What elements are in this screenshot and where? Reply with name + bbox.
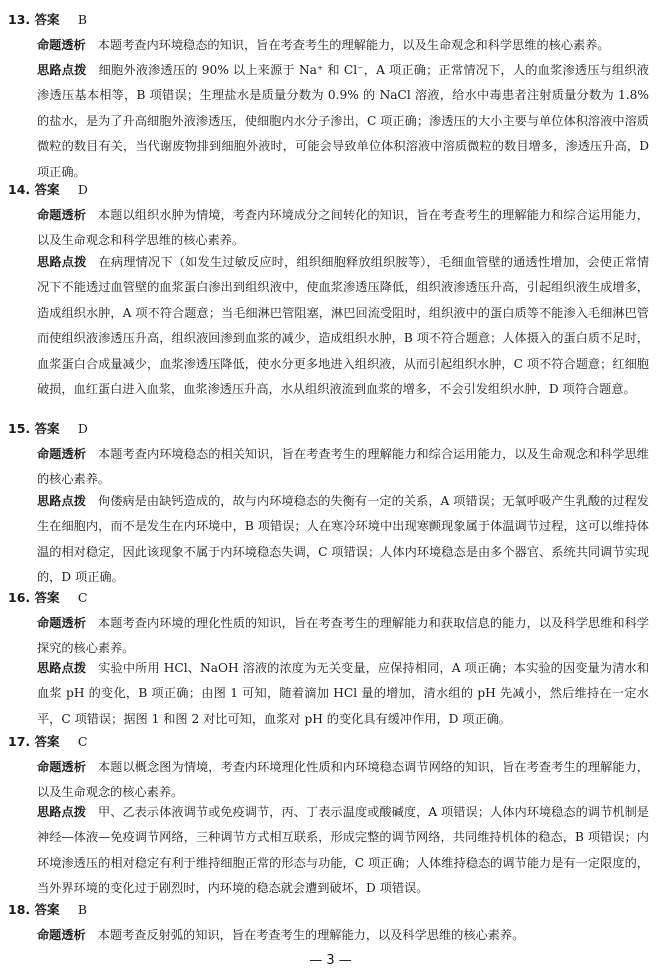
answer-value: C xyxy=(77,590,88,605)
explain-label: 思路点拨 xyxy=(37,63,87,77)
analysis-block xyxy=(37,33,649,58)
answer-value: B xyxy=(77,902,88,917)
answer-line xyxy=(8,902,87,918)
answer-label: 答案 xyxy=(34,734,60,749)
answer-label: 答案 xyxy=(34,590,60,605)
answer-line xyxy=(8,590,87,606)
analysis-text: 本题考查内环境稳态的知识，旨在考查考生的理解能力，以及生命观念和科学思维的核心素养。 xyxy=(97,38,610,52)
explain-text: 在病理情况下（如发生过敏反应时，组织细胞释放组织胺等），毛细血管壁的通透性增加，会使正常情况下不能透过血管壁的血浆蛋白渗出到组织液中，使血浆渗透压降低，组织液渗透压升高，引起组织液生成增多，造成组织水肿，A 项不符合题意；当毛细淋巴管阻塞，淋巴回流受阻时，组织液中的蛋白质等不能渗入毛细淋巴管而使组织液渗透压升高，组织液回渗到血浆的减少，造成组织水肿，B 项不符合题意；人体摄入的蛋白质不足时，血浆蛋白合成量减少，血浆渗透压降低，使水分更多地进入组织液，从而引起组织水肿，C 项不符合题意；红细胞破损，血红蛋白进入血浆，血浆渗透压升高，水从组织液流到血浆的增多，不会引发组织水肿，D 项符合题意。 xyxy=(37,255,650,397)
analysis-text: 本题以组织水肿为情境，考查内环境成分之间转化的知识，旨在考查考生的理解能力和综合运用能力，以及生命观念和科学思维的核心素养。 xyxy=(37,208,649,248)
question-number: 13. xyxy=(8,12,31,27)
answer-value: C xyxy=(77,734,88,749)
question-number: 14. xyxy=(8,182,31,197)
answer-label: 答案 xyxy=(34,421,60,436)
question-number: 18. xyxy=(8,902,31,917)
answer-line xyxy=(8,734,87,750)
answer-line xyxy=(8,421,88,437)
explain-block xyxy=(37,250,649,402)
explain-text: 细胞外液渗透压的 90% 以上来源于 Na⁺ 和 Cl⁻，A 项正确；正常情况下，人的血浆渗透压与组织液渗透压基本相等，B 项错误；生理盐水是质量分数为 0.9% 的 NaCl 溶液，给水中毒患者注射质量分数为 1.8% 的盐水，是为了升高细胞外液渗透压，使细胞内水分子渗出，C 项正确；渗透压的大小主要与单位体积溶液中溶质微粒的数目有关，当代谢废物排到细胞外液时，可能会导致单位体积溶液中溶质微粒的数目增多，渗透压升高，D 项正确。 xyxy=(37,63,649,179)
analysis-block xyxy=(37,442,649,493)
question-number: 15. xyxy=(8,421,31,436)
explain-block xyxy=(37,58,649,185)
answer-line xyxy=(8,12,87,28)
explain-label: 思路点拨 xyxy=(37,661,87,675)
answer-value: D xyxy=(77,421,88,436)
explain-label: 思路点拨 xyxy=(37,805,86,819)
analysis-block xyxy=(37,611,649,662)
answer-label: 答案 xyxy=(34,12,60,27)
answer-line xyxy=(8,182,88,198)
question-number: 17. xyxy=(8,734,31,749)
analysis-text: 本题考查内环境的理化性质的知识，旨在考查考生的理解能力和获取信息的能力，以及科学思维和科学探究的核心素养。 xyxy=(37,616,649,656)
analysis-label: 命题透析 xyxy=(37,616,86,630)
explain-label: 思路点拨 xyxy=(37,255,87,269)
explain-block xyxy=(37,656,649,732)
answer-value: B xyxy=(77,12,88,27)
analysis-block xyxy=(37,755,649,806)
explain-block xyxy=(37,800,649,902)
explain-text: 实验中所用 HCl、NaOH 溶液的浓度为无关变量，应保持相同，A 项正确；本实验的因变量为清水和血浆 pH 的变化，B 项正确；由图 1 可知，随着滴加 HCl 量的增加，清水组的 pH 先减小，然后维持在一定水平，C 项错误；据图 1 和图 2 对比可知，血浆对 pH 的变化具有缓冲作用，D 项正确。 xyxy=(37,661,650,726)
analysis-label: 命题透析 xyxy=(37,447,86,461)
analysis-text: 本题考查内环境稳态的相关知识，旨在考查考生的理解能力和综合运用能力，以及生命观念和科学思维的核心素养。 xyxy=(37,447,649,487)
analysis-block xyxy=(37,203,649,254)
answer-value: D xyxy=(77,182,88,197)
question-number: 16. xyxy=(8,590,31,605)
analysis-text: 本题考查反射弧的知识，旨在考查考生的理解能力，以及科学思维的核心素养。 xyxy=(97,928,525,942)
explain-label: 思路点拨 xyxy=(37,494,86,508)
analysis-label: 命题透析 xyxy=(37,928,86,942)
answer-label: 答案 xyxy=(34,182,60,197)
analysis-text: 本题以概念图为情境，考查内环境理化性质和内环境稳态调节网络的知识，旨在考查考生的理解能力，以及生命观念的核心素养。 xyxy=(37,760,649,800)
analysis-label: 命题透析 xyxy=(37,38,86,52)
explain-text: 佝偻病是由缺钙造成的，故与内环境稳态的失衡有一定的关系，A 项错误；无氧呼吸产生乳酸的过程发生在细胞内，而不是发生在内环境中，B 项错误；人在寒冷环境中出现寒颤现象属于体温调节过程，这可以维持体温的相对稳定，因此该现象不属于内环境稳态失调，C 项错误；人体内环境稳态是由多个器官、系统共同调节实现的，D 项正确。 xyxy=(37,494,649,585)
page-number: — 3 — xyxy=(309,953,352,968)
analysis-block xyxy=(37,923,649,948)
answer-label: 答案 xyxy=(34,902,60,917)
explain-block xyxy=(37,489,649,591)
explain-text: 甲、乙表示体液调节或免疫调节，丙、丁表示温度或酸碱度，A 项错误；人体内环境稳态的调节机制是神经—体液—免疫调节网络，三种调节方式相互联系，形成完整的调节网络，共同维持机体的稳态，B 项错误；内环境渗透压的相对稳定有利于维持细胞正常的形态与功能，C 项正确；人体维持稳态的调节能力是有一定限度的，当外界环境的变化过于剧烈时，内环境的稳态就会遭到破坏，D 项错误。 xyxy=(37,805,649,896)
analysis-label: 命题透析 xyxy=(37,760,86,774)
analysis-label: 命题透析 xyxy=(37,208,86,222)
